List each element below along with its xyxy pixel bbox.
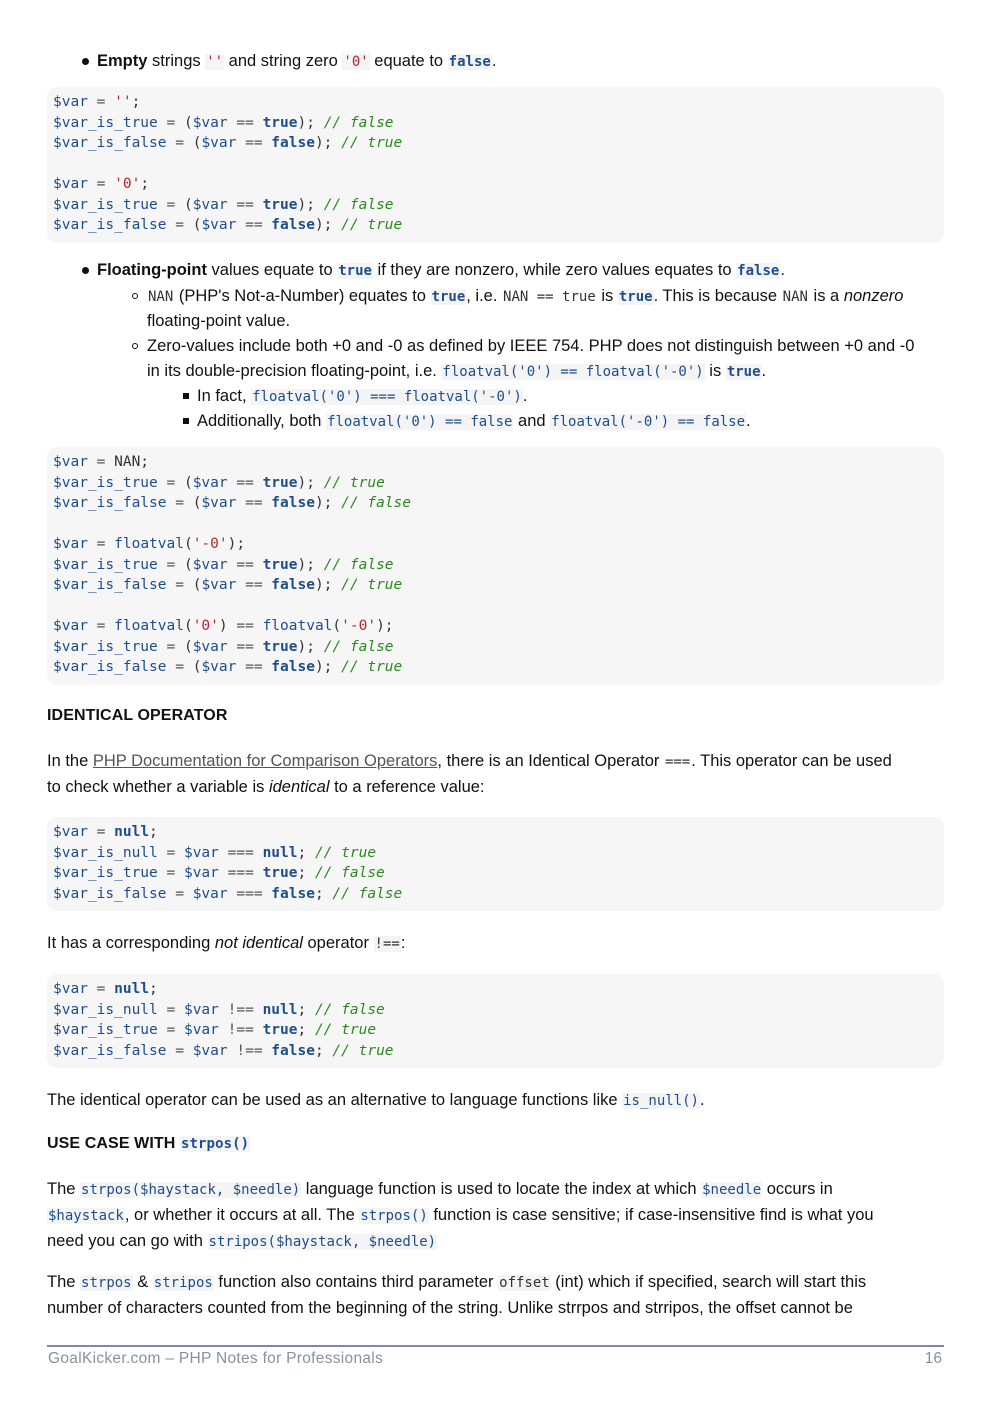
code-block: $var = NAN; $var_is_true = ($var == true); // true $var_is_false = ($var == false); // false $var = floatval('-0'); $var_is_true = ($var == true); // false $var_is_false = ($var == false); // true $var = floatval('0') == floatval('-0'); $var_is_true = ($var == true); // false $var_is_false = ($var == false); // true xyxy=(47,447,944,685)
text: In the xyxy=(47,752,93,770)
inline-code: strpos() xyxy=(180,1136,250,1152)
code-block: $var = null; $var_is_null = $var !== null; // false $var_is_true = $var !== true; // true $var_is_false = $var !== false; // true xyxy=(47,974,944,1068)
sub-bullet-circle xyxy=(132,343,138,349)
bullet-floating-point xyxy=(97,258,785,284)
text: if they are nonzero, while zero values equates to xyxy=(372,261,737,279)
bullet-nan xyxy=(147,284,903,310)
text: occurs in xyxy=(762,1180,833,1198)
section-heading-strpos xyxy=(47,1135,250,1153)
text: and xyxy=(513,412,551,430)
emphasis: nonzero xyxy=(843,287,904,305)
bullet-in-fact xyxy=(197,384,527,410)
inline-code: strpos xyxy=(81,1275,132,1291)
text: . xyxy=(780,261,785,279)
text: The xyxy=(47,1273,81,1291)
alternative-paragraph xyxy=(47,1088,947,1114)
sub-sub-bullet-square xyxy=(183,393,189,399)
inline-code: floatval('0') === floatval('-0') xyxy=(252,389,522,405)
inline-code: '' xyxy=(206,54,224,70)
bullet-nan-line2: floating-point value. xyxy=(147,312,291,330)
code-block: $var = null; $var_is_null = $var === null; // true $var_is_true = $var === true; // false $var_is_false = $var === false; // false xyxy=(47,817,944,911)
text: operator xyxy=(302,934,374,952)
text: , i.e. xyxy=(466,287,503,305)
text: . xyxy=(491,52,497,70)
text: to check whether a variable is xyxy=(47,778,269,796)
page-number: 16 xyxy=(924,1350,942,1367)
inline-code: floatval('0') == floatval('-0') xyxy=(442,364,704,380)
sub-bullet-circle xyxy=(132,293,138,299)
inline-code: $haystack xyxy=(48,1208,124,1224)
text: values equate to xyxy=(206,261,338,279)
bullet-zero-values: Zero-values include both +0 and -0 as defined by IEEE 754. PHP does not distinguish between +0 and -0 xyxy=(147,337,915,355)
php-docs-link[interactable]: PHP Documentation for Comparison Operators xyxy=(92,752,438,770)
inline-code: NAN xyxy=(782,289,808,305)
text: strings xyxy=(147,52,206,70)
inline-code: true xyxy=(431,289,466,305)
text: In fact, xyxy=(197,387,252,405)
text: . xyxy=(746,412,751,430)
inline-code: floatval('0') == false xyxy=(327,414,513,430)
inline-code: true xyxy=(726,364,761,380)
bullet-zero-values-line2 xyxy=(147,359,766,385)
bold-term: Empty xyxy=(97,52,148,70)
text: , or whether it occurs at all. The xyxy=(124,1206,360,1224)
text: The xyxy=(47,1180,81,1198)
text: . This operator can be used xyxy=(691,752,892,770)
inline-code: true xyxy=(618,289,653,305)
text: is a xyxy=(808,287,844,305)
text: to a reference value: xyxy=(329,778,485,796)
inline-code: '0' xyxy=(343,54,369,70)
sub-sub-bullet-square xyxy=(183,418,189,424)
text: function also contains third parameter xyxy=(213,1273,499,1291)
text: and string zero xyxy=(224,52,343,70)
bullet-additionally xyxy=(197,409,751,435)
inline-code: false xyxy=(448,54,491,70)
text: number of characters counted from the beginning of the string. Unlike strrpos and strripos, the offset cannot be xyxy=(47,1299,853,1317)
section-heading: IDENTICAL OPERATOR xyxy=(47,707,228,724)
strpos-offset-paragraph xyxy=(47,1270,947,1321)
bullet-empty-strings xyxy=(97,49,496,75)
emphasis: identical xyxy=(268,778,330,796)
heading-text: USE CASE WITH xyxy=(47,1135,180,1152)
text: need you can go with xyxy=(47,1232,208,1250)
bullet-dot xyxy=(82,58,89,65)
inline-code: stripos xyxy=(153,1275,213,1291)
inline-code: true xyxy=(338,263,372,279)
text: The identical operator can be used as an alternative to language functions like xyxy=(47,1091,623,1109)
inline-code: is_null() xyxy=(623,1093,699,1109)
text: function is case sensitive; if case-insensitive find is what you xyxy=(428,1206,874,1224)
inline-code: floatval('-0') == false xyxy=(551,414,746,430)
text: (PHP's Not-a-Number) equates to xyxy=(174,287,431,305)
text: Additionally, both xyxy=(197,412,327,430)
text: is xyxy=(596,287,618,305)
text: language function is used to locate the index at which xyxy=(301,1180,702,1198)
footer-title: GoalKicker.com – PHP Notes for Professionals xyxy=(48,1350,384,1367)
inline-code: stripos($haystack, $needle) xyxy=(208,1234,437,1250)
inline-code: !== xyxy=(374,936,400,952)
inline-code: offset xyxy=(499,1275,550,1291)
strpos-paragraph xyxy=(47,1177,947,1255)
inline-code: false xyxy=(737,263,780,279)
bold-term: Floating-point xyxy=(97,261,207,279)
text: & xyxy=(132,1273,153,1291)
emphasis: not identical xyxy=(214,934,303,952)
text: . xyxy=(699,1091,705,1109)
inline-code: $needle xyxy=(702,1182,762,1198)
text: . xyxy=(522,387,528,405)
bullet-dot xyxy=(82,267,89,274)
text: , there is an Identical Operator xyxy=(437,752,664,770)
inline-code: strpos($haystack, $needle) xyxy=(81,1182,301,1198)
text: in its double-precision floating-point, i.e. xyxy=(147,362,442,380)
text: : xyxy=(400,934,406,952)
inline-code: strpos() xyxy=(360,1208,428,1224)
text: equate to xyxy=(369,52,448,70)
footer-divider xyxy=(47,1345,944,1347)
code-block: $var = ''; $var_is_true = ($var == true); // false $var_is_false = ($var == false); // true $var = '0'; $var_is_true = ($var == true); // false $var_is_false = ($var == false); // true xyxy=(47,87,944,243)
inline-code: === xyxy=(664,754,691,770)
not-identical-paragraph xyxy=(47,931,947,957)
text: . xyxy=(761,362,767,380)
identical-paragraph xyxy=(47,749,947,800)
inline-code: NAN == true xyxy=(503,289,596,305)
text: is xyxy=(704,362,726,380)
text: (int) which if specified, search will start this xyxy=(550,1273,867,1291)
inline-code: NAN xyxy=(148,289,174,305)
text: . This is because xyxy=(653,287,782,305)
text: It has a corresponding xyxy=(47,934,215,952)
